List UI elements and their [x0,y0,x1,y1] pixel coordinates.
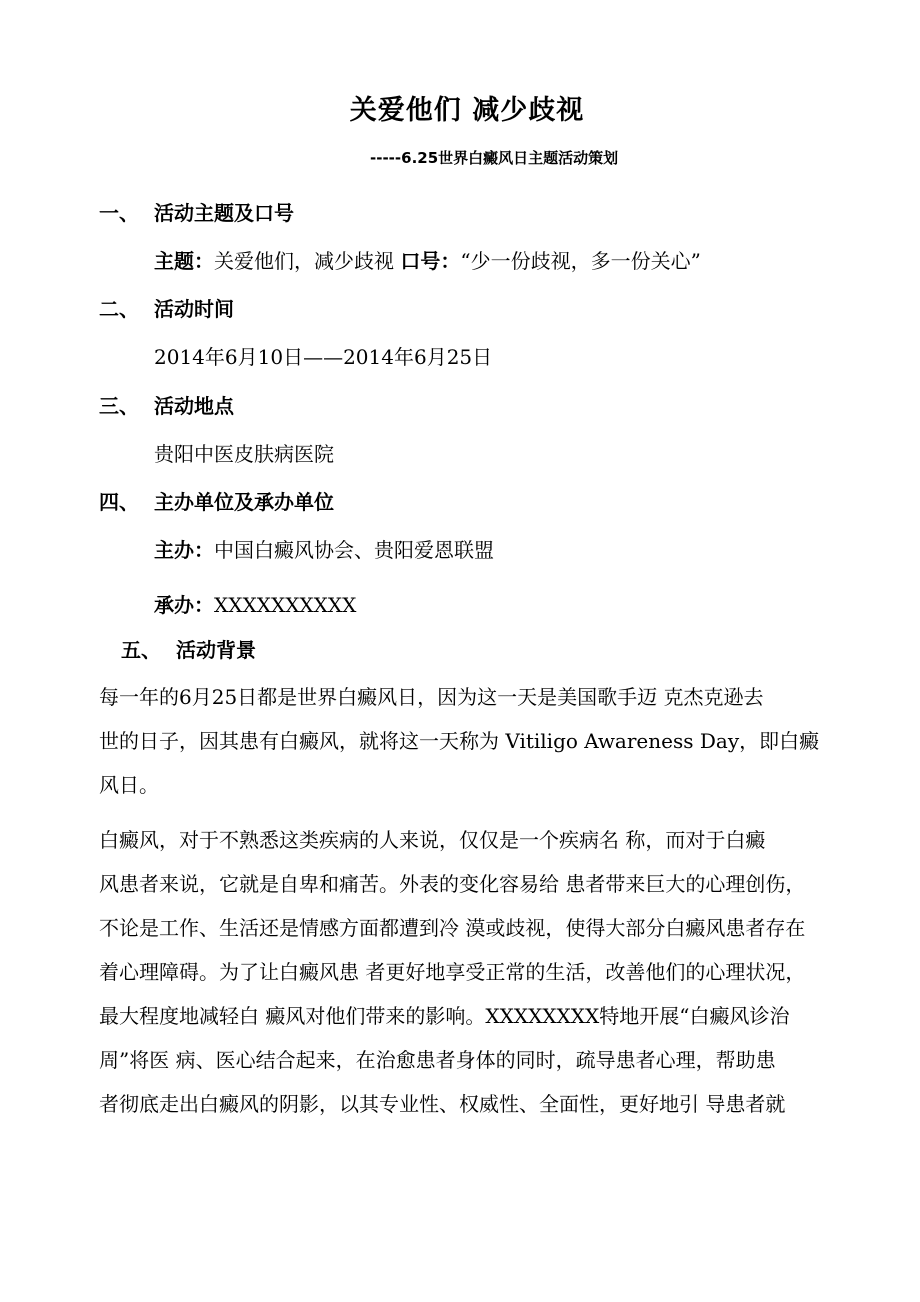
section-number: 二、 [99,297,139,321]
paragraph-line: 风患者来说，它就是自卑和痛苦。外表的变化容易给 患者带来巨大的心理创伤， [99,872,806,896]
paragraph-line: 白癜风，对于不熟悉这类疾病的人来说，仅仅是一个疾病名 称，而对于白癜 [99,828,766,852]
theme-label: 主题： [154,249,214,273]
paragraph-line: 周”将医 病、医心结合起来，在治愈患者身体的同时，疏导患者心理，帮助患 [99,1048,776,1072]
background-paragraph-2 [99,818,869,1126]
paragraph-line: 着心理障碍。为了让白癜风患 者更好地享受正常的生活，改善他们的心理状况， [99,960,806,984]
theme-text: 关爱他们，减少歧视 [214,249,394,273]
host-line [154,534,494,563]
paragraph-line: 最大程度地减轻白 癜风对他们带来的影响。XXXXXXXX特地开展“白癜风诊治 [99,1004,790,1028]
section-number: 四、 [99,490,139,514]
paragraph-line: 风日。 [99,773,159,797]
location-text: 贵阳中医皮肤病医院 [154,442,334,466]
section-heading-5 [121,634,256,663]
slogan-text: “少一份歧视，多一份关心” [460,249,701,273]
document-subtitle: -----6.25世界白癜风日主题活动策划 [370,149,619,167]
section-number: 五、 [121,638,161,662]
section-title: 活动时间 [154,297,234,321]
section-title: 主办单位及承办单位 [154,490,334,514]
paragraph-line: 世的日子，因其患有白癜风，就将这一天称为 Vitiligo Awareness Day，即白癜 [99,729,820,753]
time-text: 2014年6月10日——2014年6月25日 [154,345,493,369]
section-heading-1 [99,197,294,226]
section-heading-2 [99,293,234,322]
section-number: 一、 [99,201,139,225]
host-label: 主办： [154,538,214,562]
organizer-line [154,589,356,618]
paragraph-line: 每一年的6月25日都是世界白癜风日，因为这一天是美国歌手迈 克杰克逊去 [99,685,764,709]
organizer-text: XXXXXXXXXX [214,593,357,617]
section-title: 活动地点 [154,394,234,418]
paragraph-line: 者彻底走出白癜风的阴影，以其专业性、权威性、全面性，更好地引 导患者就 [99,1092,786,1116]
background-paragraph-1 [99,675,869,807]
theme-slogan-line [154,245,701,274]
section-heading-4 [99,486,334,515]
section-title: 活动主题及口号 [154,201,294,225]
section-title: 活动背景 [176,638,256,662]
slogan-label: 口号： [400,249,461,273]
paragraph-line: 不论是工作、生活还是情感方面都遭到冷 漠或歧视，使得大部分白癜风患者存在 [99,916,806,940]
section-number: 三、 [99,394,139,418]
organizer-label: 承办： [154,593,214,617]
document-title: 关爱他们 减少歧视 [349,95,585,126]
section-heading-3 [99,390,234,419]
host-text: 中国白癜风协会、贵阳爱恩联盟 [214,538,494,562]
